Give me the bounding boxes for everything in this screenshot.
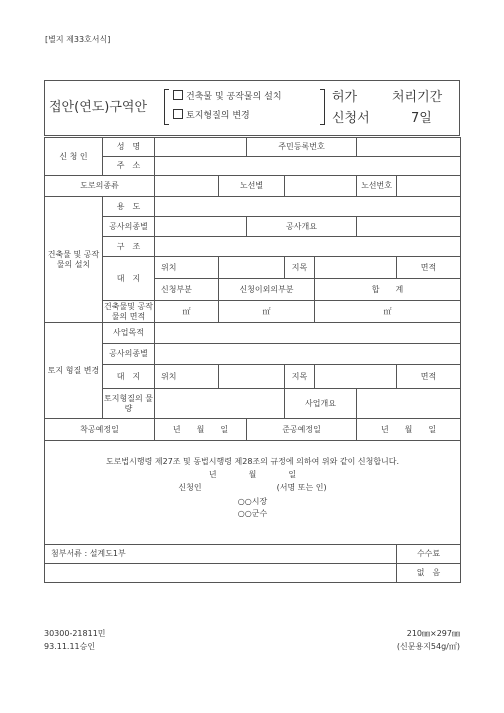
building-applied-part-label: 신청부분 xyxy=(155,279,219,301)
total-area-unit: ㎡ xyxy=(315,301,461,323)
checkbox-icon[interactable] xyxy=(173,109,183,119)
purpose-label: 사업목적 xyxy=(103,323,155,344)
quantity-label: 토지형질의 물 량 xyxy=(103,389,155,419)
checkbox-icon[interactable] xyxy=(173,90,183,100)
addressee-mayor: ○○시장 xyxy=(237,496,268,506)
footer-code: 30300-21811민 xyxy=(44,629,106,638)
address-label: 주 소 xyxy=(103,157,155,176)
structure-label: 구 조 xyxy=(103,237,155,257)
building-total-label: 합 계 xyxy=(315,279,461,301)
option-land[interactable]: 토지형질의 변경 xyxy=(173,108,250,121)
name-label: 성 명 xyxy=(103,138,155,157)
left-bracket xyxy=(164,89,169,125)
building-area-row-label: 건축물및 공작물의 면적 xyxy=(104,302,153,321)
processing-days: 7일 xyxy=(411,111,432,126)
end-date-field[interactable]: 년 월 일 xyxy=(357,419,461,441)
processing-label: 처리기간 xyxy=(392,90,443,105)
project-summary-label: 사업개요 xyxy=(285,389,357,419)
land-kind-field[interactable] xyxy=(155,344,461,365)
building-summary-label: 공사개요 xyxy=(247,217,357,237)
road-type-label: 도로의종류 xyxy=(45,176,155,197)
attachment-field[interactable] xyxy=(45,564,397,583)
addressee-county: ○○군수 xyxy=(237,508,268,518)
route-name-label: 노선별 xyxy=(219,176,285,197)
building-land-category-label: 지목 xyxy=(285,257,315,279)
project-summary-field[interactable] xyxy=(357,389,461,419)
title-box xyxy=(44,80,460,136)
application-form-table xyxy=(44,137,461,583)
right-bracket xyxy=(320,89,325,125)
footer-size: 210㎜×297㎜ xyxy=(406,629,460,638)
building-location-label: 위치 xyxy=(155,257,219,279)
applied-area-unit: ㎡ xyxy=(155,301,219,323)
form-title: 접안(연도)구역안 xyxy=(49,100,148,115)
permit-label: 허가 xyxy=(332,90,358,105)
declaration-date[interactable]: 년 월 일 xyxy=(208,470,297,480)
building-area-label: 면적 xyxy=(397,257,461,279)
declaration-cell xyxy=(45,441,461,545)
fee-value: 없 음 xyxy=(397,564,461,583)
applicant-sign-line[interactable]: 신청인 (서명 또는 인) xyxy=(178,483,327,493)
resident-no-label: 주민등록번호 xyxy=(247,138,357,157)
building-other-part-label: 신청이외의부분 xyxy=(219,279,315,301)
footer-approval: 93.11.11승인 xyxy=(44,642,96,651)
land-group: 토지 형질 변경 xyxy=(45,323,103,419)
building-kind-field[interactable] xyxy=(155,217,247,237)
end-date-label: 준공예정일 xyxy=(247,419,357,441)
declaration-text: 도로법시행령 제27조 및 동법시행령 제28조의 규정에 의하여 위와 같이 신청합니다. xyxy=(105,457,400,466)
building-group: 건축물 및 공작물의 설치 xyxy=(45,197,103,323)
other-area-unit: ㎡ xyxy=(219,301,315,323)
building-location-field[interactable] xyxy=(219,257,285,279)
land-location-field[interactable] xyxy=(219,365,285,389)
land-area-label: 면적 xyxy=(397,365,461,389)
structure-field[interactable] xyxy=(155,237,461,257)
route-no-label: 노선번호 xyxy=(357,176,397,197)
route-no-field[interactable] xyxy=(397,176,461,197)
start-date-field[interactable]: 년 월 일 xyxy=(155,419,247,441)
use-label: 용 도 xyxy=(103,197,155,217)
option-building[interactable]: 건축물 및 공작물의 설치 xyxy=(173,89,282,102)
request-label: 신청서 xyxy=(332,111,370,126)
route-name-field[interactable] xyxy=(285,176,357,197)
quantity-field[interactable] xyxy=(155,389,285,419)
address-field[interactable] xyxy=(155,157,461,176)
resident-no-field[interactable] xyxy=(357,138,461,157)
attachment-label: 첨부서류 : 설계도1부 xyxy=(45,545,397,564)
name-field[interactable] xyxy=(155,138,247,157)
fee-label: 수수료 xyxy=(397,545,461,564)
building-summary-field[interactable] xyxy=(357,217,461,237)
building-land-category-field[interactable] xyxy=(315,257,397,279)
land-site-label: 대 지 xyxy=(103,365,155,389)
land-category-field[interactable] xyxy=(315,365,397,389)
applicant-group: 신 청 인 xyxy=(45,138,103,176)
building-site-label: 대 지 xyxy=(103,257,155,301)
building-kind-label: 공사의종별 xyxy=(103,217,155,237)
land-location-label: 위치 xyxy=(155,365,219,389)
purpose-field[interactable] xyxy=(155,323,461,344)
land-kind-label: 공사의종별 xyxy=(103,344,155,365)
form-number: [별지 제33호서식] xyxy=(45,35,111,44)
footer-paper: (신문용지54g/㎡) xyxy=(396,642,460,651)
use-field[interactable] xyxy=(155,197,461,217)
start-date-label: 착공예정일 xyxy=(45,419,155,441)
land-category-label: 지목 xyxy=(285,365,315,389)
road-type-field[interactable] xyxy=(155,176,219,197)
